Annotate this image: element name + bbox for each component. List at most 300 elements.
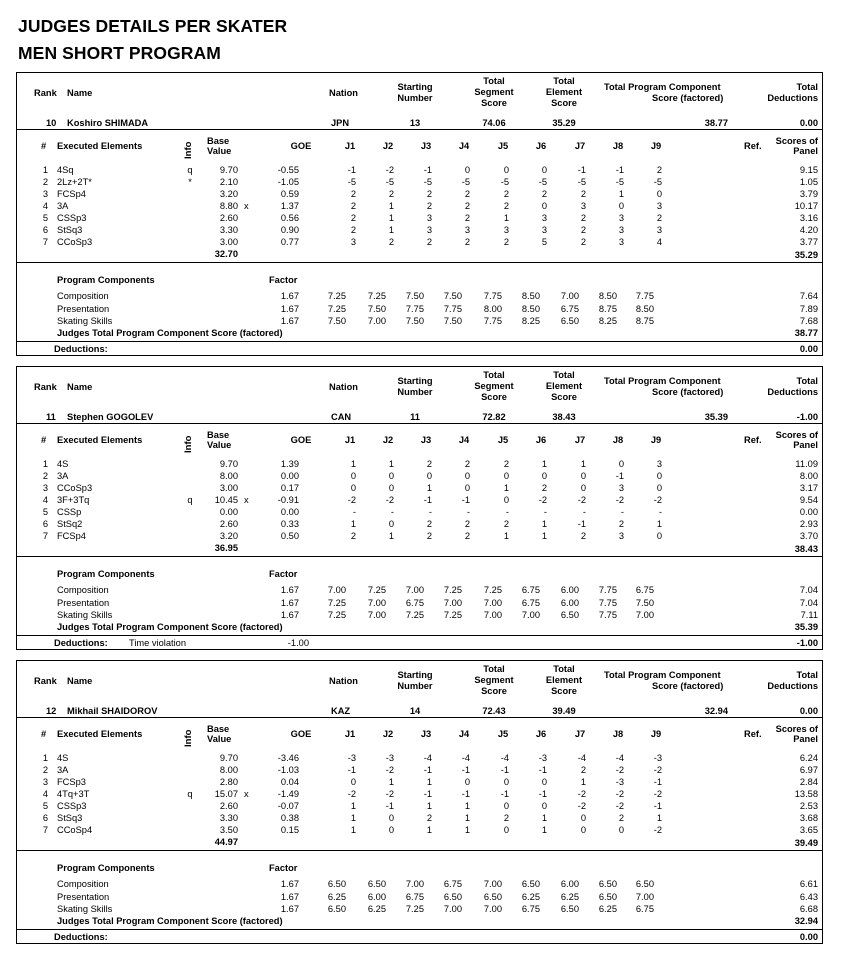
element-judge-score: 2 bbox=[426, 519, 432, 529]
element-judge-score: 2 bbox=[464, 519, 470, 529]
divider bbox=[822, 341, 823, 356]
component-judge-score: 7.50 bbox=[443, 316, 462, 326]
skater-pcs: 32.94 bbox=[704, 706, 728, 716]
element-judge-score: -1 bbox=[461, 495, 470, 505]
element-judge-score: 2 bbox=[350, 531, 356, 541]
element-judge-score: -5 bbox=[538, 177, 547, 187]
element-judge-score: -2 bbox=[577, 801, 586, 811]
element-panel-score: 3.16 bbox=[799, 213, 818, 223]
element-judge-score: -1 bbox=[461, 765, 470, 775]
component-judge-score: 6.50 bbox=[327, 879, 346, 889]
component-score: 6.43 bbox=[799, 891, 818, 902]
element-judge-score: -2 bbox=[385, 495, 394, 505]
element-panel-score: 6.97 bbox=[799, 765, 818, 775]
element-judge-score: 3 bbox=[618, 213, 624, 223]
element-goe: 0.56 bbox=[280, 213, 299, 223]
component-judge-score: 6.50 bbox=[483, 891, 502, 902]
exec-header: Executed Elements bbox=[57, 435, 143, 445]
element-code: 4Sq bbox=[57, 165, 74, 175]
element-judge-score: 2 bbox=[618, 813, 624, 823]
skater-name: Koshiro SHIMADA bbox=[67, 118, 149, 128]
element-base-value: 9.70 bbox=[219, 165, 238, 175]
element-code: 4S bbox=[57, 459, 69, 469]
element-judge-score: -3 bbox=[347, 753, 356, 763]
element-judge-score: -1 bbox=[577, 519, 586, 529]
judge-header: J1 bbox=[344, 729, 356, 739]
element-judge-score: 3 bbox=[618, 483, 624, 493]
component-judge-score: 6.75 bbox=[405, 891, 424, 902]
element-judge-score: -4 bbox=[500, 753, 509, 763]
component-judge-score: 7.00 bbox=[521, 610, 540, 620]
ded-header-2: Deductions bbox=[767, 93, 818, 103]
component-judge-score: 7.75 bbox=[635, 291, 654, 301]
element-number: 5 bbox=[42, 213, 48, 223]
component-judge-score: 7.00 bbox=[367, 316, 386, 326]
element-base-value: 3.20 bbox=[219, 531, 238, 541]
element-judge-score: 2 bbox=[580, 531, 586, 541]
component-judge-score: 7.50 bbox=[327, 316, 346, 326]
element-judge-score: 1 bbox=[388, 213, 394, 223]
element-judge-score: -1 bbox=[500, 789, 509, 799]
component-factor: 1.67 bbox=[280, 316, 299, 326]
component-judge-score: 6.00 bbox=[367, 891, 386, 902]
element-panel-score: 9.15 bbox=[799, 165, 818, 175]
skater-deductions: 0.00 bbox=[799, 706, 818, 716]
bv-header: Base bbox=[207, 430, 230, 440]
element-judge-score: -1 bbox=[347, 765, 356, 775]
component-judge-score: 7.00 bbox=[327, 585, 346, 595]
element-judge-score: 1 bbox=[388, 225, 394, 235]
rank-header: Rank bbox=[34, 88, 57, 98]
skater-name: Mikhail SHAIDOROV bbox=[67, 706, 158, 716]
component-judge-score: 6.50 bbox=[598, 891, 617, 902]
rank-header: Rank bbox=[34, 382, 57, 392]
element-number: 5 bbox=[42, 801, 48, 811]
component-judge-score: 6.25 bbox=[521, 891, 540, 902]
tss-header-3: Score bbox=[481, 392, 507, 402]
element-code: CSSp bbox=[57, 507, 82, 517]
element-judge-score: 0 bbox=[464, 471, 470, 481]
element-judge-score: 1 bbox=[464, 825, 470, 835]
element-judge-score: - bbox=[582, 507, 586, 517]
element-judge-score: 2 bbox=[503, 189, 509, 199]
tss-header: Total bbox=[483, 76, 505, 86]
starting-header-2: Number bbox=[397, 387, 433, 397]
element-judge-score: 1 bbox=[541, 825, 547, 835]
tes-total: 38.43 bbox=[794, 544, 818, 554]
element-judge-score: 2 bbox=[656, 213, 662, 223]
divider bbox=[822, 660, 823, 930]
component-judge-score: 6.50 bbox=[327, 904, 346, 914]
element-code: CSSp3 bbox=[57, 213, 87, 223]
component-judge-score: 6.25 bbox=[327, 891, 346, 902]
element-judge-score: -1 bbox=[461, 789, 470, 799]
element-judge-score: 1 bbox=[656, 519, 662, 529]
judge-header: J2 bbox=[382, 141, 394, 151]
divider bbox=[16, 943, 823, 944]
element-goe: -1.03 bbox=[277, 765, 299, 775]
element-base-value: 3.20 bbox=[219, 189, 238, 199]
element-panel-score: 3.68 bbox=[799, 813, 818, 823]
element-code: 3A bbox=[57, 765, 69, 775]
element-judge-score: 0 bbox=[464, 483, 470, 493]
element-base-value: 2.60 bbox=[219, 519, 238, 529]
element-judge-score: -5 bbox=[615, 177, 624, 187]
element-judge-score: -2 bbox=[653, 765, 662, 775]
element-goe: 1.37 bbox=[280, 201, 299, 211]
element-number: 3 bbox=[42, 189, 48, 199]
element-judge-score: -4 bbox=[577, 753, 586, 763]
element-judge-score: -4 bbox=[615, 753, 624, 763]
element-judge-score: 2 bbox=[388, 237, 394, 247]
component-judge-score: 7.25 bbox=[327, 303, 346, 314]
component-score: 7.04 bbox=[799, 585, 818, 595]
element-judge-score: 1 bbox=[541, 531, 547, 541]
element-panel-score: 3.77 bbox=[799, 237, 818, 247]
element-goe: 0.15 bbox=[280, 825, 299, 835]
element-judge-score: -2 bbox=[385, 789, 394, 799]
tes-header: Total bbox=[553, 76, 575, 86]
element-base-value: 2.10 bbox=[219, 177, 238, 187]
divider bbox=[822, 72, 823, 342]
deductions-total: -1.00 bbox=[796, 638, 818, 648]
skater-rank: 11 bbox=[46, 412, 56, 422]
component-judge-score: 7.00 bbox=[405, 879, 424, 889]
goe-header: GOE bbox=[290, 435, 312, 445]
element-judge-score: 1 bbox=[350, 825, 356, 835]
element-judge-score: -1 bbox=[615, 165, 624, 175]
element-judge-score: - bbox=[466, 507, 470, 517]
element-number: 6 bbox=[42, 225, 48, 235]
component-judge-score: 6.50 bbox=[367, 879, 386, 889]
bv-header: Base bbox=[207, 136, 230, 146]
element-panel-score: 10.17 bbox=[794, 201, 818, 211]
element-judge-score: 0 bbox=[350, 777, 356, 787]
element-judge-score: 1 bbox=[464, 801, 470, 811]
element-code: CSSp3 bbox=[57, 801, 87, 811]
element-judge-score: 1 bbox=[350, 459, 356, 469]
element-judge-score: 2 bbox=[503, 459, 509, 469]
element-judge-score: 1 bbox=[388, 201, 394, 211]
judge-header: J7 bbox=[574, 141, 586, 151]
element-number: 1 bbox=[42, 753, 48, 763]
element-judge-score: -1 bbox=[653, 777, 662, 787]
element-goe: 0.04 bbox=[280, 777, 299, 787]
element-judge-score: 2 bbox=[503, 519, 509, 529]
element-judge-score: 0 bbox=[350, 483, 356, 493]
element-judge-score: - bbox=[428, 507, 432, 517]
element-judge-score: 0 bbox=[503, 777, 509, 787]
component-judge-score: 6.50 bbox=[560, 610, 579, 620]
judge-header: J3 bbox=[420, 729, 432, 739]
divider bbox=[16, 649, 823, 650]
exec-header: Executed Elements bbox=[57, 141, 143, 151]
element-judge-score: 1 bbox=[350, 519, 356, 529]
element-info: * bbox=[188, 177, 192, 187]
tes-header-3: Score bbox=[551, 392, 577, 402]
element-judge-score: -1 bbox=[538, 765, 547, 775]
element-judge-score: -1 bbox=[385, 801, 394, 811]
judge-header: J4 bbox=[458, 141, 470, 151]
element-judge-score: 2 bbox=[350, 189, 356, 199]
sop-header-2: Panel bbox=[793, 146, 818, 156]
component-score: 6.68 bbox=[799, 904, 818, 914]
element-code: FCSp3 bbox=[57, 777, 86, 787]
element-judge-score: 1 bbox=[541, 813, 547, 823]
element-judge-score: 1 bbox=[388, 531, 394, 541]
element-judge-score: 0 bbox=[580, 471, 586, 481]
skater-block bbox=[16, 366, 823, 652]
judge-header: J5 bbox=[497, 729, 509, 739]
starting-header-2: Number bbox=[397, 93, 433, 103]
element-judge-score: 2 bbox=[503, 813, 509, 823]
element-judge-score: 1 bbox=[350, 801, 356, 811]
deduction-reason: Time violation bbox=[129, 638, 187, 648]
divider bbox=[16, 262, 823, 263]
element-judge-score: 2 bbox=[388, 189, 394, 199]
element-judge-score: -2 bbox=[347, 495, 356, 505]
component-judge-score: 7.25 bbox=[367, 585, 386, 595]
element-number: 1 bbox=[42, 165, 48, 175]
component-judge-score: 8.50 bbox=[635, 303, 654, 314]
element-judge-score: -2 bbox=[653, 825, 662, 835]
element-goe: 0.90 bbox=[280, 225, 299, 235]
element-number: 4 bbox=[42, 495, 48, 505]
starting-header: Starting bbox=[397, 376, 433, 386]
element-judge-score: -2 bbox=[615, 789, 624, 799]
element-judge-score: -1 bbox=[423, 765, 432, 775]
element-judge-score: 1 bbox=[618, 189, 624, 199]
element-judge-score: 0 bbox=[580, 825, 586, 835]
element-goe: -3.46 bbox=[277, 753, 299, 763]
component-judge-score: 8.00 bbox=[483, 303, 502, 314]
jtpcs-label: Judges Total Program Component Score (factored) bbox=[57, 328, 283, 338]
element-judge-score: 0 bbox=[503, 825, 509, 835]
component-judge-score: 6.00 bbox=[560, 879, 579, 889]
element-judge-score: -5 bbox=[577, 177, 586, 187]
tes-total: 35.29 bbox=[794, 250, 818, 260]
element-judge-score: 1 bbox=[350, 813, 356, 823]
element-panel-score: 3.79 bbox=[799, 189, 818, 199]
element-goe: 0.00 bbox=[280, 507, 299, 517]
element-judge-score: 3 bbox=[656, 225, 662, 235]
element-judge-score: 0 bbox=[656, 531, 662, 541]
skater-tes: 35.29 bbox=[552, 118, 576, 128]
element-judge-score: - bbox=[352, 507, 356, 517]
element-judge-score: 0 bbox=[541, 471, 547, 481]
element-code: 3F+3Tq bbox=[57, 495, 90, 505]
element-judge-score: -1 bbox=[653, 801, 662, 811]
element-judge-score: 0 bbox=[503, 471, 509, 481]
judge-header: J4 bbox=[458, 435, 470, 445]
goe-header: GOE bbox=[290, 729, 312, 739]
tss-header-2: Segment bbox=[474, 675, 514, 685]
skater-start: 13 bbox=[409, 118, 421, 128]
element-judge-score: -2 bbox=[577, 495, 586, 505]
element-goe: 0.38 bbox=[280, 813, 299, 823]
element-judge-score: -1 bbox=[347, 165, 356, 175]
component-judge-score: 6.75 bbox=[635, 904, 654, 914]
element-judge-score: -1 bbox=[500, 765, 509, 775]
ded-header-2: Deductions bbox=[767, 387, 818, 397]
element-number: 4 bbox=[42, 789, 48, 799]
component-judge-score: 7.00 bbox=[483, 904, 502, 914]
element-judge-score: -2 bbox=[615, 495, 624, 505]
tss-header-3: Score bbox=[481, 98, 507, 108]
element-base-value: 8.00 bbox=[219, 471, 238, 481]
num-header: # bbox=[41, 141, 47, 151]
element-judge-score: -5 bbox=[423, 177, 432, 187]
element-panel-score: 2.84 bbox=[799, 777, 818, 787]
element-goe: -0.07 bbox=[277, 801, 299, 811]
base-value-total: 32.70 bbox=[214, 249, 238, 259]
element-judge-score: 5 bbox=[541, 237, 547, 247]
element-judge-score: 0 bbox=[503, 801, 509, 811]
element-goe: 0.33 bbox=[280, 519, 299, 529]
element-judge-score: 0 bbox=[580, 483, 586, 493]
component-judge-score: 6.50 bbox=[521, 879, 540, 889]
component-judge-score: 6.00 bbox=[560, 585, 579, 595]
divider bbox=[16, 366, 823, 367]
element-judge-score: 2 bbox=[656, 165, 662, 175]
element-judge-score: -1 bbox=[423, 789, 432, 799]
divider bbox=[16, 72, 823, 73]
element-base-value: 8.00 bbox=[219, 765, 238, 775]
element-judge-score: 2 bbox=[464, 213, 470, 223]
element-panel-score: 8.00 bbox=[799, 471, 818, 481]
component-name: Composition bbox=[57, 879, 109, 889]
element-goe: 1.39 bbox=[280, 459, 299, 469]
component-judge-score: 7.75 bbox=[443, 303, 462, 314]
element-judge-score: -2 bbox=[538, 495, 547, 505]
divider bbox=[16, 929, 823, 930]
pcs-total: 32.94 bbox=[794, 916, 818, 926]
sop-header-2: Panel bbox=[793, 734, 818, 744]
component-judge-score: 8.75 bbox=[598, 303, 617, 314]
element-number: 7 bbox=[42, 531, 48, 541]
component-judge-score: 7.00 bbox=[367, 597, 386, 608]
element-judge-score: 0 bbox=[388, 519, 394, 529]
tss-header-2: Segment bbox=[474, 87, 514, 97]
element-judge-score: 2 bbox=[618, 519, 624, 529]
element-base-value: 2.60 bbox=[219, 801, 238, 811]
skater-nation: CAN bbox=[331, 412, 352, 422]
deductions-total: 0.00 bbox=[799, 344, 818, 354]
tes-header: Total bbox=[553, 664, 575, 674]
component-judge-score: 8.50 bbox=[521, 291, 540, 301]
tss-header: Total bbox=[483, 664, 505, 674]
component-judge-score: 6.75 bbox=[635, 585, 654, 595]
ref-header: Ref. bbox=[744, 435, 762, 445]
element-judge-score: 0 bbox=[350, 471, 356, 481]
skater-tss: 72.43 bbox=[482, 706, 506, 716]
deduction-value: -1.00 bbox=[287, 638, 309, 648]
element-judge-score: 1 bbox=[503, 531, 509, 541]
element-judge-score: 3 bbox=[580, 201, 586, 211]
component-judge-score: 7.00 bbox=[483, 610, 502, 620]
element-panel-score: 13.58 bbox=[794, 789, 818, 799]
element-base-value: 3.30 bbox=[219, 813, 238, 823]
element-panel-score: 3.65 bbox=[799, 825, 818, 835]
element-panel-score: 4.20 bbox=[799, 225, 818, 235]
element-judge-score: 2 bbox=[503, 237, 509, 247]
element-number: 6 bbox=[42, 813, 48, 823]
skater-rank: 10 bbox=[46, 118, 57, 128]
element-code: StSq3 bbox=[57, 225, 83, 235]
component-judge-score: 6.75 bbox=[560, 303, 579, 314]
element-judge-score: 3 bbox=[541, 213, 547, 223]
element-goe: -0.55 bbox=[277, 165, 299, 175]
component-judge-score: 6.25 bbox=[367, 904, 386, 914]
ded-header: Total bbox=[796, 670, 818, 680]
component-name: Skating Skills bbox=[57, 610, 113, 620]
deductions-total: 0.00 bbox=[799, 932, 818, 942]
component-judge-score: 6.50 bbox=[443, 891, 462, 902]
element-judge-score: 3 bbox=[426, 213, 432, 223]
element-number: 4 bbox=[42, 201, 48, 211]
element-goe: -1.05 bbox=[277, 177, 299, 187]
bv-header-2: Value bbox=[207, 734, 232, 744]
divider bbox=[16, 660, 17, 930]
element-judge-score: 3 bbox=[350, 237, 356, 247]
element-judge-score: 1 bbox=[503, 483, 509, 493]
element-code: 2Lz+2T* bbox=[57, 177, 92, 187]
element-judge-score: 0 bbox=[388, 825, 394, 835]
skater-tes: 38.43 bbox=[552, 412, 576, 422]
ref-header: Ref. bbox=[744, 729, 762, 739]
skater-deductions: 0.00 bbox=[799, 118, 818, 128]
element-base-value: 8.80 bbox=[219, 201, 238, 211]
component-judge-score: 7.50 bbox=[635, 597, 654, 608]
sop-header: Scores of bbox=[775, 430, 818, 440]
component-judge-score: 7.75 bbox=[483, 291, 502, 301]
element-judge-score: 2 bbox=[426, 531, 432, 541]
element-judge-score: -1 bbox=[538, 789, 547, 799]
element-base-value: 3.30 bbox=[219, 225, 238, 235]
element-judge-score: 1 bbox=[388, 459, 394, 469]
element-code: 3A bbox=[57, 471, 69, 481]
tpc-header-2: Score (factored) bbox=[652, 681, 724, 691]
element-info: q bbox=[187, 165, 193, 175]
exec-header: Executed Elements bbox=[57, 729, 143, 739]
component-judge-score: 6.50 bbox=[598, 879, 617, 889]
ref-header: Ref. bbox=[744, 141, 762, 151]
info-header: Info bbox=[183, 729, 194, 747]
element-judge-score: 1 bbox=[388, 777, 394, 787]
component-factor: 1.67 bbox=[280, 610, 299, 620]
element-goe: 0.77 bbox=[280, 237, 299, 247]
component-judge-score: 8.50 bbox=[598, 291, 617, 301]
divider bbox=[16, 341, 17, 356]
skater-start: 11 bbox=[410, 412, 420, 422]
pc-header: Program Components bbox=[57, 275, 155, 285]
component-judge-score: 6.75 bbox=[521, 585, 540, 595]
factor-header: Factor bbox=[269, 569, 298, 579]
divider bbox=[16, 423, 823, 424]
element-number: 7 bbox=[42, 825, 48, 835]
element-judge-score: 1 bbox=[426, 483, 432, 493]
nation-header: Nation bbox=[329, 88, 358, 98]
skater-deductions: -1.00 bbox=[796, 412, 818, 422]
report-title: JUDGES DETAILS PER SKATER bbox=[18, 16, 288, 36]
component-factor: 1.67 bbox=[280, 891, 299, 902]
divider bbox=[16, 556, 823, 557]
element-judge-score: 1 bbox=[503, 213, 509, 223]
num-header: # bbox=[41, 435, 47, 445]
element-judge-score: -3 bbox=[653, 753, 662, 763]
element-judge-score: -2 bbox=[385, 165, 394, 175]
tes-total: 39.49 bbox=[794, 838, 818, 848]
